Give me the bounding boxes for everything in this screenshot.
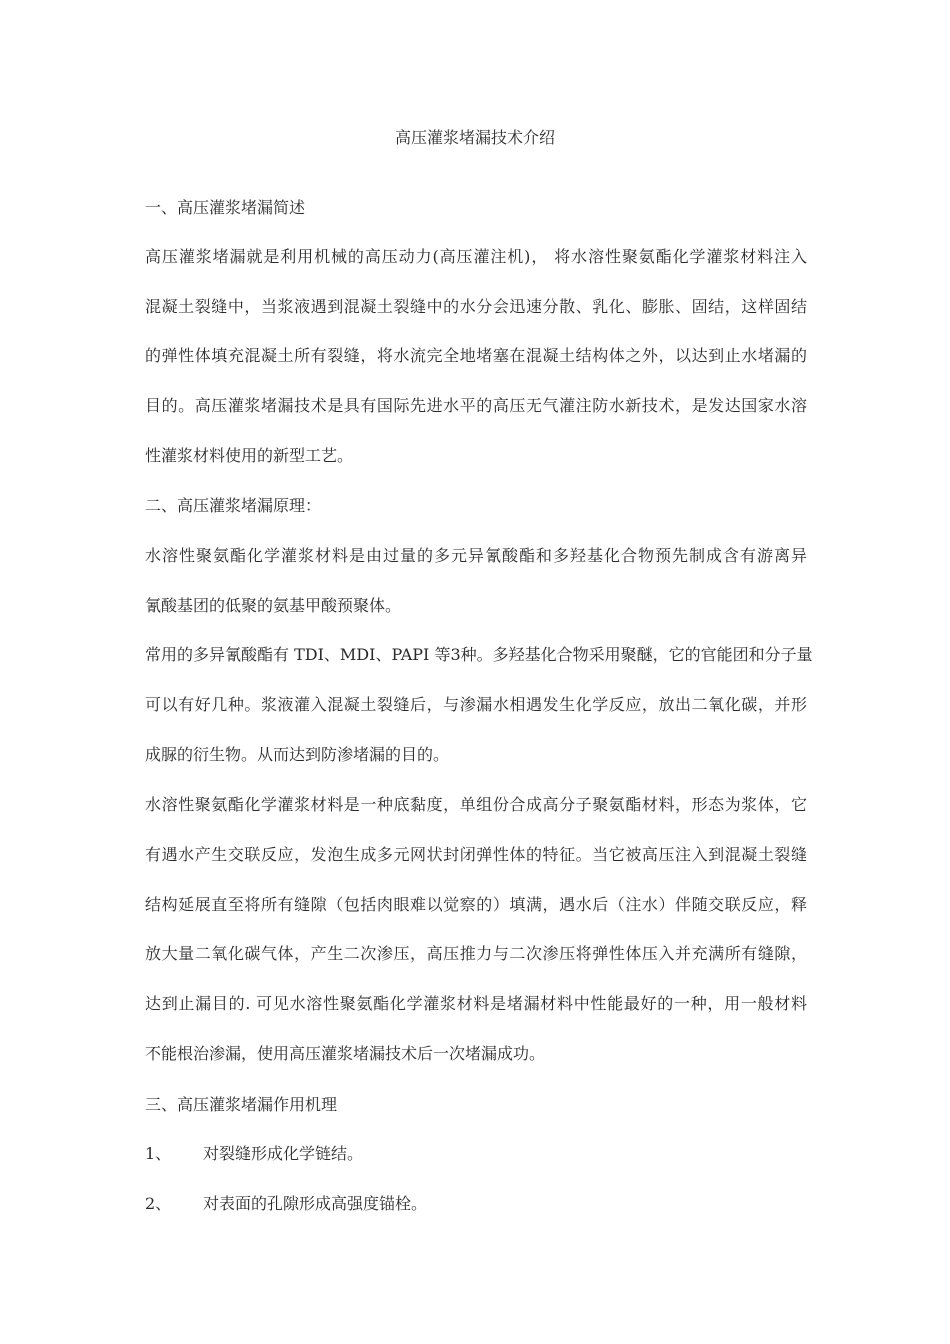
section-heading-1: 一、高压灌浆堵漏简述 [145, 198, 306, 217]
paragraph-line: 可以有好几种。浆液灌入混凝土裂缝后，与渗漏水相遇发生化学反应，放出二氧化碳，并形 [145, 695, 807, 714]
paragraph-line: 放大量二氧化碳气体，产生二次渗压，高压推力与二次渗压将弹性体压入并充满所有缝隙， [145, 944, 807, 963]
list-item [145, 1142, 363, 1166]
list-item-number: 1、 [145, 1144, 172, 1163]
paragraph-line: 结构延展直至将所有缝隙（包括肉眼难以觉察的）填满，遇水后（注水）伴随交联反应，释 [145, 895, 807, 914]
paragraph-line: 有遇水产生交联反应，发泡生成多元网状封闭弹性体的特征。当它被高压注入到混凝土裂缝 [145, 845, 807, 864]
list-item-text: 对裂缝形成化学链结。 [203, 1144, 364, 1163]
paragraph-line: 混凝土裂缝中，当浆液遇到混凝土裂缝中的水分会迅速分散、乳化、膨胀、固结，这样固结 [145, 297, 807, 316]
paragraph-line: 高压灌浆堵漏就是利用机械的高压动力(高压灌注机)， 将水溶性聚氨酯化学灌浆材料注入 [145, 247, 807, 266]
section-heading-3: 三、高压灌浆堵漏作用机理 [145, 1095, 338, 1114]
paragraph-line: 目的。高压灌浆堵漏技术是具有国际先进水平的高压无气灌注防水新技术，是发达国家水溶 [145, 396, 807, 415]
paragraph-line: 成脲的衍生物。从而达到防渗堵漏的目的。 [145, 745, 450, 764]
paragraph-line: 的弹性体填充混凝土所有裂缝，将水流完全地堵塞在混凝土结构体之外，以达到止水堵漏的 [145, 346, 807, 365]
list-item-number: 2、 [145, 1194, 172, 1213]
document-title: 高压灌浆堵漏技术介绍 [394, 128, 555, 147]
paragraph-line: 氰酸基团的低聚的氨基甲酸预聚体。 [145, 596, 402, 615]
paragraph-line: 达到止漏目的. 可见水溶性聚氨酯化学灌浆材料是堵漏材料中性能最好的一种，用一般材料 [145, 994, 807, 1013]
list-item [145, 1192, 427, 1216]
list-item-text: 对表面的孔隙形成高强度锚栓。 [203, 1194, 428, 1213]
paragraph-line: 性灌浆材料使用的新型工艺。 [145, 446, 354, 465]
paragraph-line: 常用的多异氰酸酯有 TDI、MDI、PAPI 等3种。多羟基化合物采用聚醚，它的官能团和分子量 [145, 645, 813, 664]
paragraph-line: 不能根治渗漏，使用高压灌浆堵漏技术后一次堵漏成功。 [145, 1044, 546, 1063]
section-heading-2: 二、高压灌浆堵漏原理： [145, 496, 322, 515]
paragraph-line: 水溶性聚氨酯化学灌浆材料是一种底黏度，单组份合成高分子聚氨酯材料，形态为浆体，它 [145, 795, 807, 814]
paragraph-line: 水溶性聚氨酯化学灌浆材料是由过量的多元异氰酸酯和多羟基化合物预先制成含有游离异 [145, 546, 807, 565]
